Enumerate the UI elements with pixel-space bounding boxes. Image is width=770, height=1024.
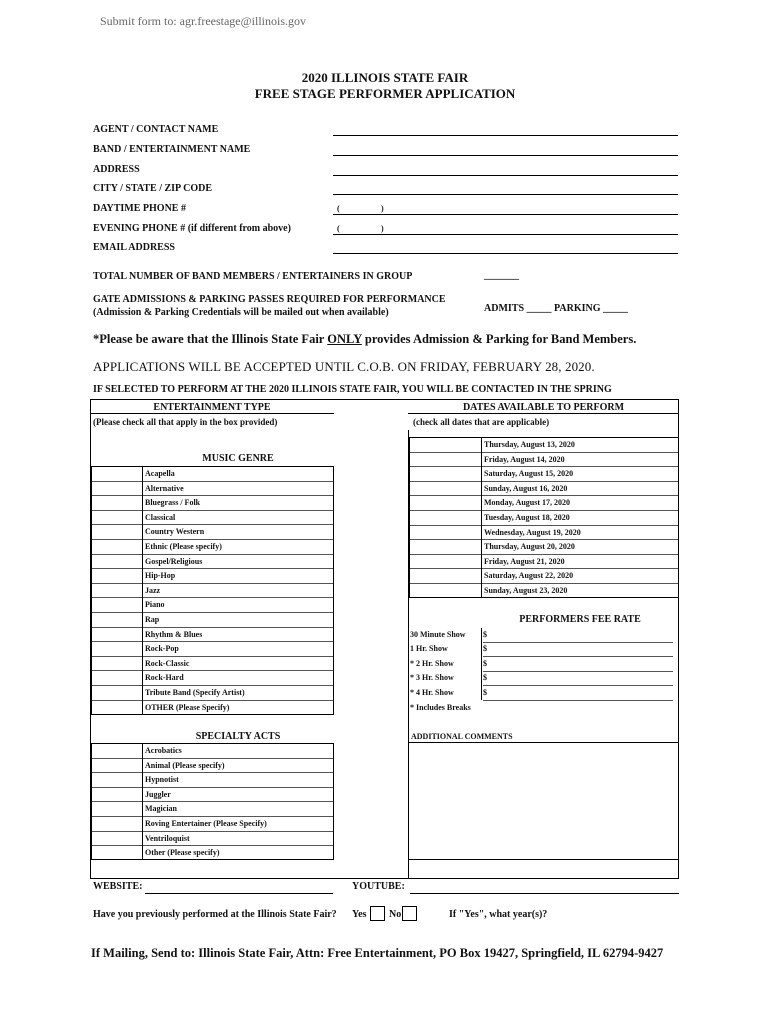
fee-label: * 3 Hr. Show <box>410 673 454 683</box>
dates-list <box>481 437 679 598</box>
fee-amount-field[interactable]: $ <box>483 642 673 657</box>
specialty-act-label: Ventriloquist <box>143 832 333 847</box>
date-label: Friday, August 14, 2020 <box>482 453 678 468</box>
music-genre-checkbox[interactable] <box>92 671 143 686</box>
date-checkbox[interactable] <box>410 526 482 541</box>
fee-label: * 2 Hr. Show <box>410 658 454 668</box>
gate-label-2: (Admission & Parking Credentials will be mailed out when available) <box>93 307 389 318</box>
date-label: Tuesday, August 18, 2020 <box>482 511 678 526</box>
eve-phone-paren-close: ) <box>381 224 384 233</box>
music-genre-checkbox[interactable] <box>92 511 143 526</box>
fee-amount-field[interactable]: $ <box>483 628 673 643</box>
specialty-act-label: Acrobatics <box>143 744 333 759</box>
website-label: WEBSITE: <box>93 881 143 892</box>
specialty-act-label: Roving Entertainer (Please Specify) <box>143 817 333 832</box>
date-label: Thursday, August 20, 2020 <box>482 540 678 555</box>
day-phone-paren-open: ( <box>337 204 340 213</box>
music-genre-checkbox[interactable] <box>92 613 143 628</box>
specialty-act-checkbox[interactable] <box>92 788 143 803</box>
date-label: Wednesday, August 19, 2020 <box>482 526 678 541</box>
date-checkbox[interactable] <box>410 540 482 555</box>
date-checkbox[interactable] <box>410 555 482 570</box>
music-genre-label: Alternative <box>143 482 333 497</box>
address-field[interactable] <box>333 175 678 176</box>
dates-underline <box>408 413 679 414</box>
admits-parking-fields[interactable]: ADMITS _____ PARKING _____ <box>484 303 628 314</box>
music-genre-label: Rock-Hard <box>143 671 333 686</box>
eve-phone-label: EVENING PHONE # (if different from above) <box>93 223 291 234</box>
specialty-act-checkbox[interactable] <box>92 773 143 788</box>
music-genre-checkbox[interactable] <box>92 525 143 540</box>
form-title-line-1: 2020 ILLINOIS STATE FAIR <box>301 70 469 85</box>
youtube-label: YOUTUBE: <box>352 881 405 892</box>
music-genre-checkbox[interactable] <box>92 657 143 672</box>
fee-label: 1 Hr. Show <box>410 644 448 654</box>
date-label: Monday, August 17, 2020 <box>482 496 678 511</box>
music-genre-label: Rhythm & Blues <box>143 628 333 643</box>
specialty-act-checkbox[interactable] <box>92 817 143 832</box>
ent-type-heading: ENTERTAINMENT TYPE <box>153 402 271 413</box>
fee-list <box>410 628 678 700</box>
yes-checkbox[interactable] <box>370 906 385 921</box>
music-genre-label: Rock-Pop <box>143 642 333 657</box>
date-label: Thursday, August 13, 2020 <box>482 438 678 453</box>
fee-note: * Includes Breaks <box>410 703 471 712</box>
specialty-act-checkbox[interactable] <box>92 846 143 861</box>
specialty-act-checkbox[interactable] <box>92 744 143 759</box>
music-genre-label: Bluegrass / Folk <box>143 496 333 511</box>
day-phone-label: DAYTIME PHONE # <box>93 203 186 214</box>
fee-divider <box>481 628 482 700</box>
date-checkbox[interactable] <box>410 496 482 511</box>
date-label: Friday, August 21, 2020 <box>482 555 678 570</box>
selection-notice: IF SELECTED TO PERFORM AT THE 2020 ILLINOIS STATE FAIR, YOU WILL BE CONTACTED IN THE SPRING <box>93 384 612 395</box>
specialty-act-label: Animal (Please specify) <box>143 759 333 774</box>
music-genre-label: Hip-Hop <box>143 569 333 584</box>
date-label: Saturday, August 15, 2020 <box>482 467 678 482</box>
gate-label-1: GATE ADMISSIONS & PARKING PASSES REQUIRED FOR PERFORMANCE <box>93 294 446 305</box>
date-label: Sunday, August 16, 2020 <box>482 482 678 497</box>
date-checkbox[interactable] <box>410 569 482 584</box>
date-checkbox[interactable] <box>410 453 482 468</box>
city-field[interactable] <box>333 194 678 195</box>
music-genre-list <box>142 466 334 715</box>
date-checkbox[interactable] <box>410 482 482 497</box>
band-field[interactable] <box>333 155 678 156</box>
fee-amount-field[interactable]: $ <box>483 671 673 686</box>
ent-type-underline <box>90 413 334 414</box>
email-label: EMAIL ADDRESS <box>93 242 175 253</box>
date-label: Saturday, August 22, 2020 <box>482 569 678 584</box>
music-genre-heading: MUSIC GENRE <box>202 453 274 464</box>
music-genre-checkbox[interactable] <box>92 584 143 599</box>
music-genre-label: Rock-Classic <box>143 657 333 672</box>
fee-row <box>410 628 678 642</box>
total-members-label: TOTAL NUMBER OF BAND MEMBERS / ENTERTAINERS IN GROUP <box>93 271 413 282</box>
day-phone-field[interactable] <box>333 214 678 215</box>
music-genre-checkbox[interactable] <box>92 569 143 584</box>
music-genre-label: Gospel/Religious <box>143 555 333 570</box>
music-genre-label: Tribute Band (Specify Artist) <box>143 686 333 701</box>
agent-label: AGENT / CONTACT NAME <box>93 124 219 135</box>
eve-phone-paren-open: ( <box>337 224 340 233</box>
eve-phone-field[interactable] <box>333 234 678 235</box>
date-checkboxes <box>409 437 482 598</box>
music-genre-checkbox[interactable] <box>92 482 143 497</box>
specialty-act-label: Magician <box>143 802 333 817</box>
years-question: If "Yes", what year(s)? <box>449 909 548 920</box>
music-genre-checkbox[interactable] <box>92 686 143 701</box>
comments-heading: ADDITIONAL COMMENTS <box>411 732 513 741</box>
music-genre-checkbox[interactable] <box>92 628 143 643</box>
music-genre-label: Classical <box>143 511 333 526</box>
agent-field[interactable] <box>333 135 678 136</box>
specialty-list <box>142 743 334 860</box>
music-genre-label: Acapella <box>143 467 333 482</box>
form-title-line-2: FREE STAGE PERFORMER APPLICATION <box>254 86 516 101</box>
comments-box[interactable] <box>408 742 679 860</box>
dates-subheading: (check all dates that are applicable) <box>413 417 550 427</box>
fee-row <box>410 642 678 656</box>
date-checkbox[interactable] <box>410 438 482 453</box>
credentials-notice: *Please be aware that the Illinois State Fair ONLY provides Admission & Parking for Band Members. <box>93 332 637 346</box>
band-label: BAND / ENTERTAINMENT NAME <box>93 144 251 155</box>
music-genre-checkbox[interactable] <box>92 598 143 613</box>
specialty-act-label: Hypnotist <box>143 773 333 788</box>
music-genre-checkbox[interactable] <box>92 540 143 555</box>
fee-row <box>410 686 678 700</box>
mailing-address: If Mailing, Send to: Illinois State Fair, Attn: Free Entertainment, PO Box 19427, Springfield, IL 62794-9427 <box>91 946 664 960</box>
specialty-act-checkbox[interactable] <box>92 832 143 847</box>
only-emphasis: ONLY <box>327 332 362 346</box>
youtube-field[interactable] <box>410 893 679 894</box>
ent-type-subheading: (Please check all that apply in the box provided) <box>93 417 278 427</box>
date-checkbox[interactable] <box>410 511 482 526</box>
music-genre-checkbox[interactable] <box>92 701 143 716</box>
fee-label: 30 Minute Show <box>410 630 466 639</box>
fee-label: * 4 Hr. Show <box>410 687 454 697</box>
music-genre-label: Country Western <box>143 525 333 540</box>
email-field[interactable] <box>333 253 678 254</box>
specialty-act-label: Juggler <box>143 788 333 803</box>
address-label: ADDRESS <box>93 164 140 175</box>
music-genre-checkbox[interactable] <box>92 555 143 570</box>
specialty-checkboxes <box>91 743 143 860</box>
website-field[interactable] <box>145 893 333 894</box>
specialty-act-checkbox[interactable] <box>92 759 143 774</box>
music-genre-checkbox[interactable] <box>92 467 143 482</box>
city-label: CITY / STATE / ZIP CODE <box>93 183 213 194</box>
fee-amount-field[interactable]: $ <box>483 686 673 701</box>
fee-amount-field[interactable]: $ <box>483 657 673 672</box>
date-checkbox[interactable] <box>410 467 482 482</box>
previous-performance-question: Have you previously performed at the Illinois State Fair? <box>93 909 337 920</box>
deadline-notice: APPLICATIONS WILL BE ACCEPTED UNTIL C.O.B. ON FRIDAY, FEBRUARY 28, 2020. <box>93 359 595 374</box>
no-label: No <box>389 909 402 920</box>
music-genre-label: Jazz <box>143 584 333 599</box>
total-members-field[interactable]: _______ <box>484 270 519 281</box>
music-genre-label: OTHER (Please Specify) <box>145 702 230 712</box>
submit-instruction: Submit form to: agr.freestage@illinois.gov <box>100 14 307 28</box>
yes-label: Yes <box>352 909 367 920</box>
day-phone-paren-close: ) <box>381 204 384 213</box>
no-checkbox[interactable] <box>402 906 417 921</box>
music-genre-label: Piano <box>143 598 333 613</box>
specialty-act-label: Other (Please specify) <box>145 848 220 858</box>
dates-heading: DATES AVAILABLE TO PERFORM <box>462 402 625 413</box>
specialty-act-checkbox[interactable] <box>92 802 143 817</box>
music-genre-label: Ethnic (Please specify) <box>143 540 333 555</box>
music-genre-checkboxes <box>91 466 143 715</box>
fee-row <box>410 657 678 671</box>
music-genre-checkbox[interactable] <box>92 642 143 657</box>
music-genre-checkbox[interactable] <box>92 496 143 511</box>
date-label: Sunday, August 23, 2020 <box>484 585 568 595</box>
specialty-heading: SPECIALTY ACTS <box>195 731 281 742</box>
fee-row <box>410 671 678 685</box>
date-checkbox[interactable] <box>410 584 482 599</box>
fee-heading: PERFORMERS FEE RATE <box>519 614 641 625</box>
music-genre-label: Rap <box>143 613 333 628</box>
